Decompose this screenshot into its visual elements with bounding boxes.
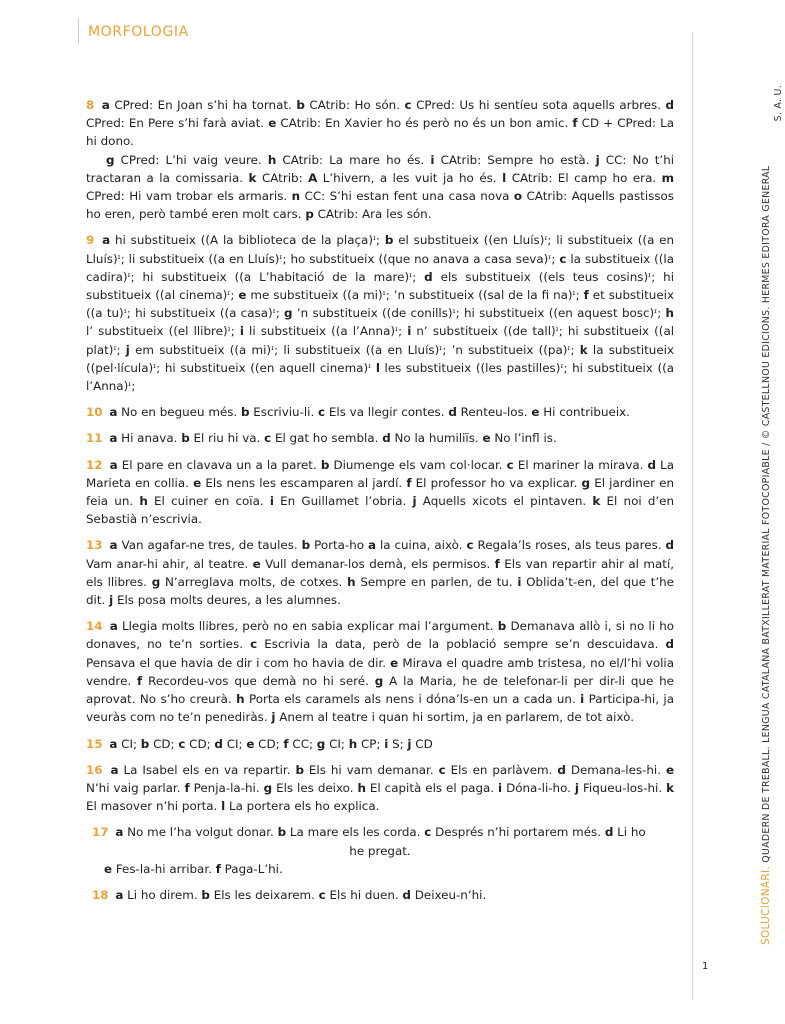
answer-list (86, 96, 674, 912)
exercise-number: 16 (86, 762, 103, 777)
exercise-number: 12 (86, 457, 103, 472)
side-credit-text: QUADERN DE TREBALL. LENGUA CATALANA BATXILLERAT MATERIAL FOTOCOPIABLE / © CASTELLNOU EDICIONS. HERMES EDITORA GENERAL (761, 165, 772, 866)
vertical-divider (692, 32, 693, 1000)
exercise-number: 11 (86, 431, 103, 446)
exercise-number: 9 (86, 233, 95, 248)
exercise-10: 10 a No en begueu més. b Escriviu-li. c Els va llegir contes. d Renteu-los. e Hi contribueix. (86, 405, 630, 420)
exercise-number: 8 (86, 98, 95, 112)
side-credit-accent: SOLUCIONARI. (760, 865, 772, 945)
exercise-number: 10 (86, 405, 103, 420)
page-number: 1 (702, 961, 709, 972)
exercise-13: 13 a Van agafar-ne tres, de taules. b Porta-ho a la cuina, això. c Regala’ls roses, als teus pares. d Vam anar-hi ahir, al teatre. e Vull demanar-los demà, els permisos. f Els van repartir ahir al matí, els llibres. g N’arreglava molts, de cotxes. h Sempre en parlen, de tu. i Oblida’t-en, del que t’he dit. j Els posa molts deures, a les alumnes. (86, 538, 675, 608)
exercise-number: 14 (86, 619, 103, 634)
exercise-number: 15 (86, 736, 103, 751)
exercise-number: 17 (92, 825, 109, 840)
side-credit-text-2: S. A. U. (773, 85, 784, 122)
exercise-14: 14 a Llegia molts llibres, però no en sabia explicar mai l’argument. b Demanava allò i, si no li ho donaves, no te’n sorties. c Escrivia la data, però de la població sempre se’n descuidava. d Pensava el que havia de dir i com ho havia de dir. e Mirava el quadre amb tristesa, no el/l’hi volia vendre. f Recordeu-vos que demà no hi seré. g A la Maria, he de telefonar-li per dir-li que he aprovat. No s’ho creurà. h Porta els caramels als nens i dóna’ls-en un a cada un. i Participa-hi, ja veuràs com no te’n penediràs. j Anem al teatre i quan hi sortim, ja en parlarem, de tot això. (86, 619, 675, 725)
exercise-17: 17 a No me l’ha volgut donar. b La mare els les corda. c Després n’hi portarem més. d Li ho he pregat. e Fes-la-hi arribar. f Paga-L’hi. (92, 825, 646, 876)
exercise-12: 12 a El pare en clavava un a la paret. b Diumenge els vam col·locar. c El mariner la mirava. d La Marieta en collia. e Els nens les escamparen al jardí. f El professor ho va explicar. g El jardiner en feia un. h El cuiner en coïa. i En Guillamet l’obria. j Aquells xicots el pintaven. k El noi d’en Sebastià n’escrivia. (86, 457, 675, 527)
exercise-16: 16 a La Isabel els en va repartir. b Els hi vam demanar. c Els en parlàvem. d Demana-les-hi. e N’hi vaig parlar. f Penja-la-hi. g Els les deixo. h El capità els el paga. i Dóna-li-ho. j Fiqueu-los-hi. k El masover n’hi porta. l La portera els ho explica. (86, 762, 675, 814)
exercise-number: 13 (86, 538, 103, 553)
exercise-15: 15 a CI; b CD; c CD; d CI; e CD; f CC; g CI; h CP; i S; j CD (86, 736, 433, 751)
exercise-11: 11 a Hi anava. b El riu hi va. c El gat ho sembla. d No la humiliïs. e No l’infl is. (86, 431, 557, 446)
page-title: MORFOLOGIA (88, 24, 189, 40)
side-credit (760, 85, 785, 945)
exercise-18: 18 a Li ho direm. b Els les deixarem. c Els hi duen. d Deixeu-n’hi. (92, 887, 487, 902)
corner-crop-mark (78, 18, 79, 44)
exercise-9: 9 a hi substitueix ((A la biblioteca de la plaça)ᶦ; b el substitueix ((en Lluís)ᶦ; li substitueix ((a en Lluís)ᶦ; li substitueix ((a en Lluís)ᶦ; ho substitueix ((que no anava a casa seva)ᶦ; c la substitueix ((la cadira)ᶦ; hi substitueix ((a L’habitació de la mare)ᶦ; d els substitueix ((els teus cosins)ᶦ; hi substitueix ((al cinema)ᶦ; e me substitueix ((a mi)ᶦ; ’n substitueix ((sal de la fi na)ᶦ; f et substitueix ((a tu)ᶦ; hi substitueix ((a casa)ᶦ; g ’n substitueix ((de conills)ᶦ; hi substitueix ((en aquest bosc)ᶦ; h l’ substitueix ((el llibre)ᶦ; i li substitueix ((a l’Anna)ᶦ; i n’ substitueix ((de tall)ᶦ; hi substitueix ((al plat)ᶦ; j em substitueix ((a mi)ᶦ; li substitueix ((a en Lluís)ᶦ; ’n substitueix ((pa)ᶦ; k la substitueix ((pel·lícula)ᶦ; hi substitueix ((en aquell cinema)ᶦ l les substitueix ((les pastilles)ᶦ; hi substitueix ((a l’Anna)ᶦ; (86, 233, 675, 394)
exercise-number: 18 (92, 887, 109, 902)
exercise-8: 8 a CPred: En Joan s’hi ha tornat. b CAtrib: Ho són. c CPred: Us hi sentíeu sota aquells arbres. d CPred: En Pere s’hi farà aviat. e CAtrib: En Xavier ho és però no és un bon amic. f CD + CPred: La hi dono. g CPred: L’hi vaig veure. h CAtrib: La mare ho és. i CAtrib: Sempre ho està. j CC: No t’hi tractaran a la comissaria. k CAtrib: A L’hivern, a les vuit ja ho és. l CAtrib: El camp ho era. m CPred: Hi vam trobar els armaris. n CC: S’hi estan fent una casa nova o CAtrib: Aquells pastissos ho eren, però també eren molt cars. p CAtrib: Ara les són. (86, 98, 675, 222)
